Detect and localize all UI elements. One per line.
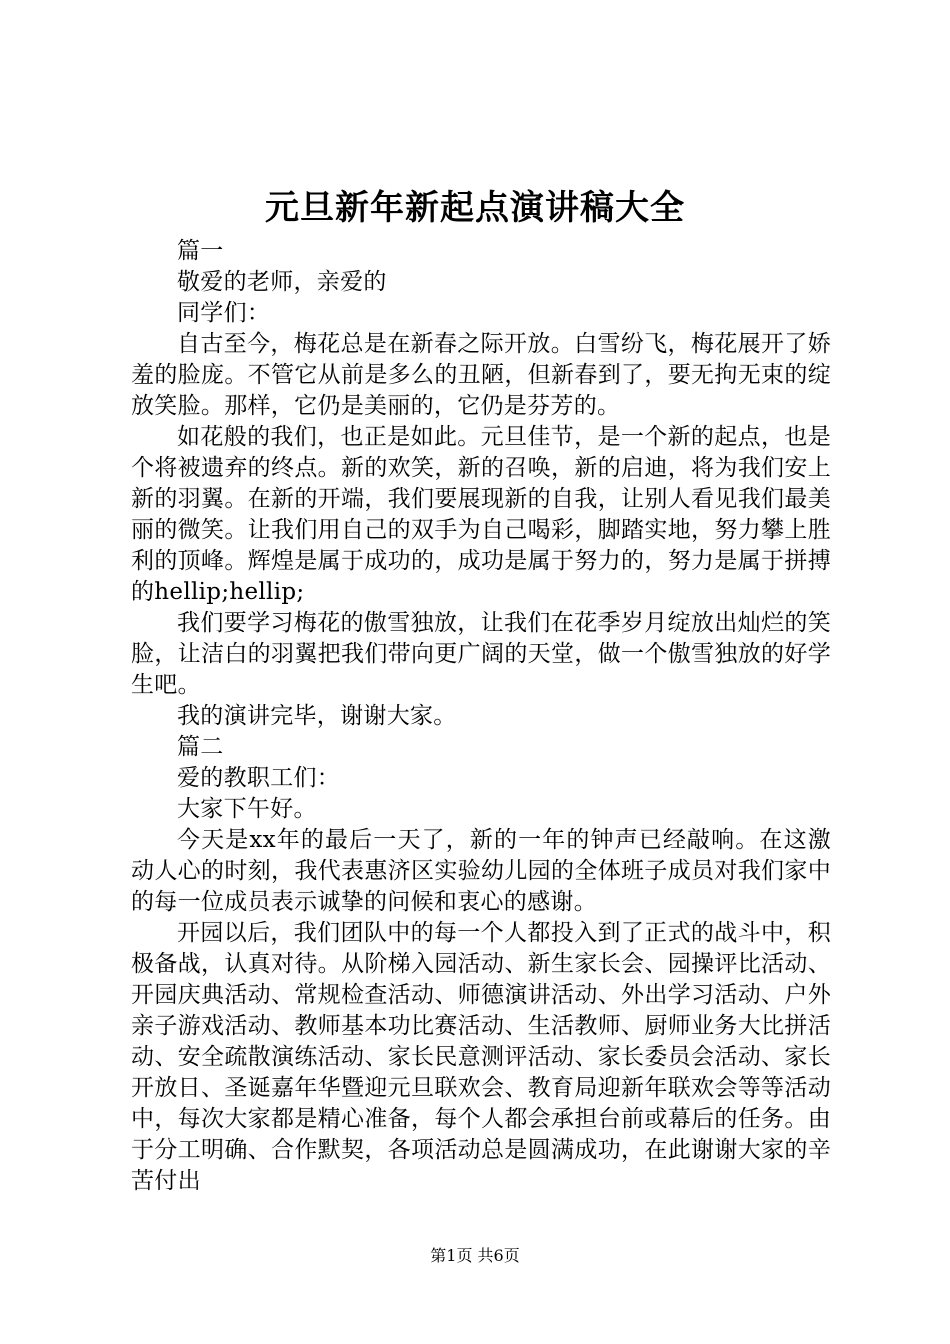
body-paragraph: 开园以后，我们团队中的每一个人都投入到了正式的战斗中，积极备战，认真对待。从阶梯入园活动、新生家长会、园操评比活动、开园庆典活动、常规检查活动、师德演讲活动、外出学习活动、户外亲子游戏活动、教师基本功比赛活动、生活教师、厨师业务大比拼活动、安全疏散演练活动、家长民意测评活动、家长委员会活动、家长开放日、圣诞嘉年华暨迎元旦联欢会、教育局迎新年联欢会等等活动中，每次大家都是精心准备，每个人都会承担台前或幕后的任务。由于分工明确、合作默契，各项活动总是圆满成功，在此谢谢大家的辛苦付出: [131, 920, 831, 1194]
greeting-line: 大家下午好。: [177, 796, 317, 822]
section-heading: 篇一: [177, 238, 224, 264]
salutation-line: 爱的教职工们：: [177, 765, 341, 791]
closing-line: 我的演讲完毕，谢谢大家。: [177, 703, 457, 729]
body-paragraph: 自古至今，梅花总是在新春之际开放。白雪纷飞，梅花展开了娇羞的脸庞。不管它从前是多么的丑陋，但新春到了，要无拘无束的绽放笑脸。那样，它仍是美丽的，它仍是芬芳的。: [131, 331, 831, 419]
body-paragraph: 今天是xx年的最后一天了，新的一年的钟声已经敲响。在这激动人心的时刻，我代表惠济区实验幼儿园的全体班子成员对我们家中的每一位成员表示诚挚的问候和衷心的感谢。: [131, 827, 831, 915]
body-paragraph: 我们要学习梅花的傲雪独放，让我们在花季岁月绽放出灿烂的笑脸，让洁白的羽翼把我们带向更广阔的天堂，做一个傲雪独放的好学生吧。: [131, 610, 831, 698]
salutation-line: 敬爱的老师，亲爱的: [177, 269, 387, 295]
page-number-footer: 第1页 共6页: [430, 1246, 520, 1265]
section-heading: 篇二: [177, 734, 224, 760]
body-paragraph: 如花般的我们，也正是如此。元旦佳节，是一个新的起点，也是个将被遗弃的终点。新的欢笑，新的召唤，新的启迪，将为我们安上新的羽翼。在新的开端，我们要展现新的自我，让别人看见我们最美丽的微笑。让我们用自己的双手为自己喝彩，脚踏实地，努力攀上胜利的顶峰。辉煌是属于成功的，成功是属于努力的，努力是属于拼搏的hellip;hellip;: [131, 424, 831, 605]
salutation-line: 同学们：: [177, 300, 271, 326]
document-body: [131, 236, 831, 1197]
document-title: 元旦新年新起点演讲稿大全: [265, 188, 685, 228]
